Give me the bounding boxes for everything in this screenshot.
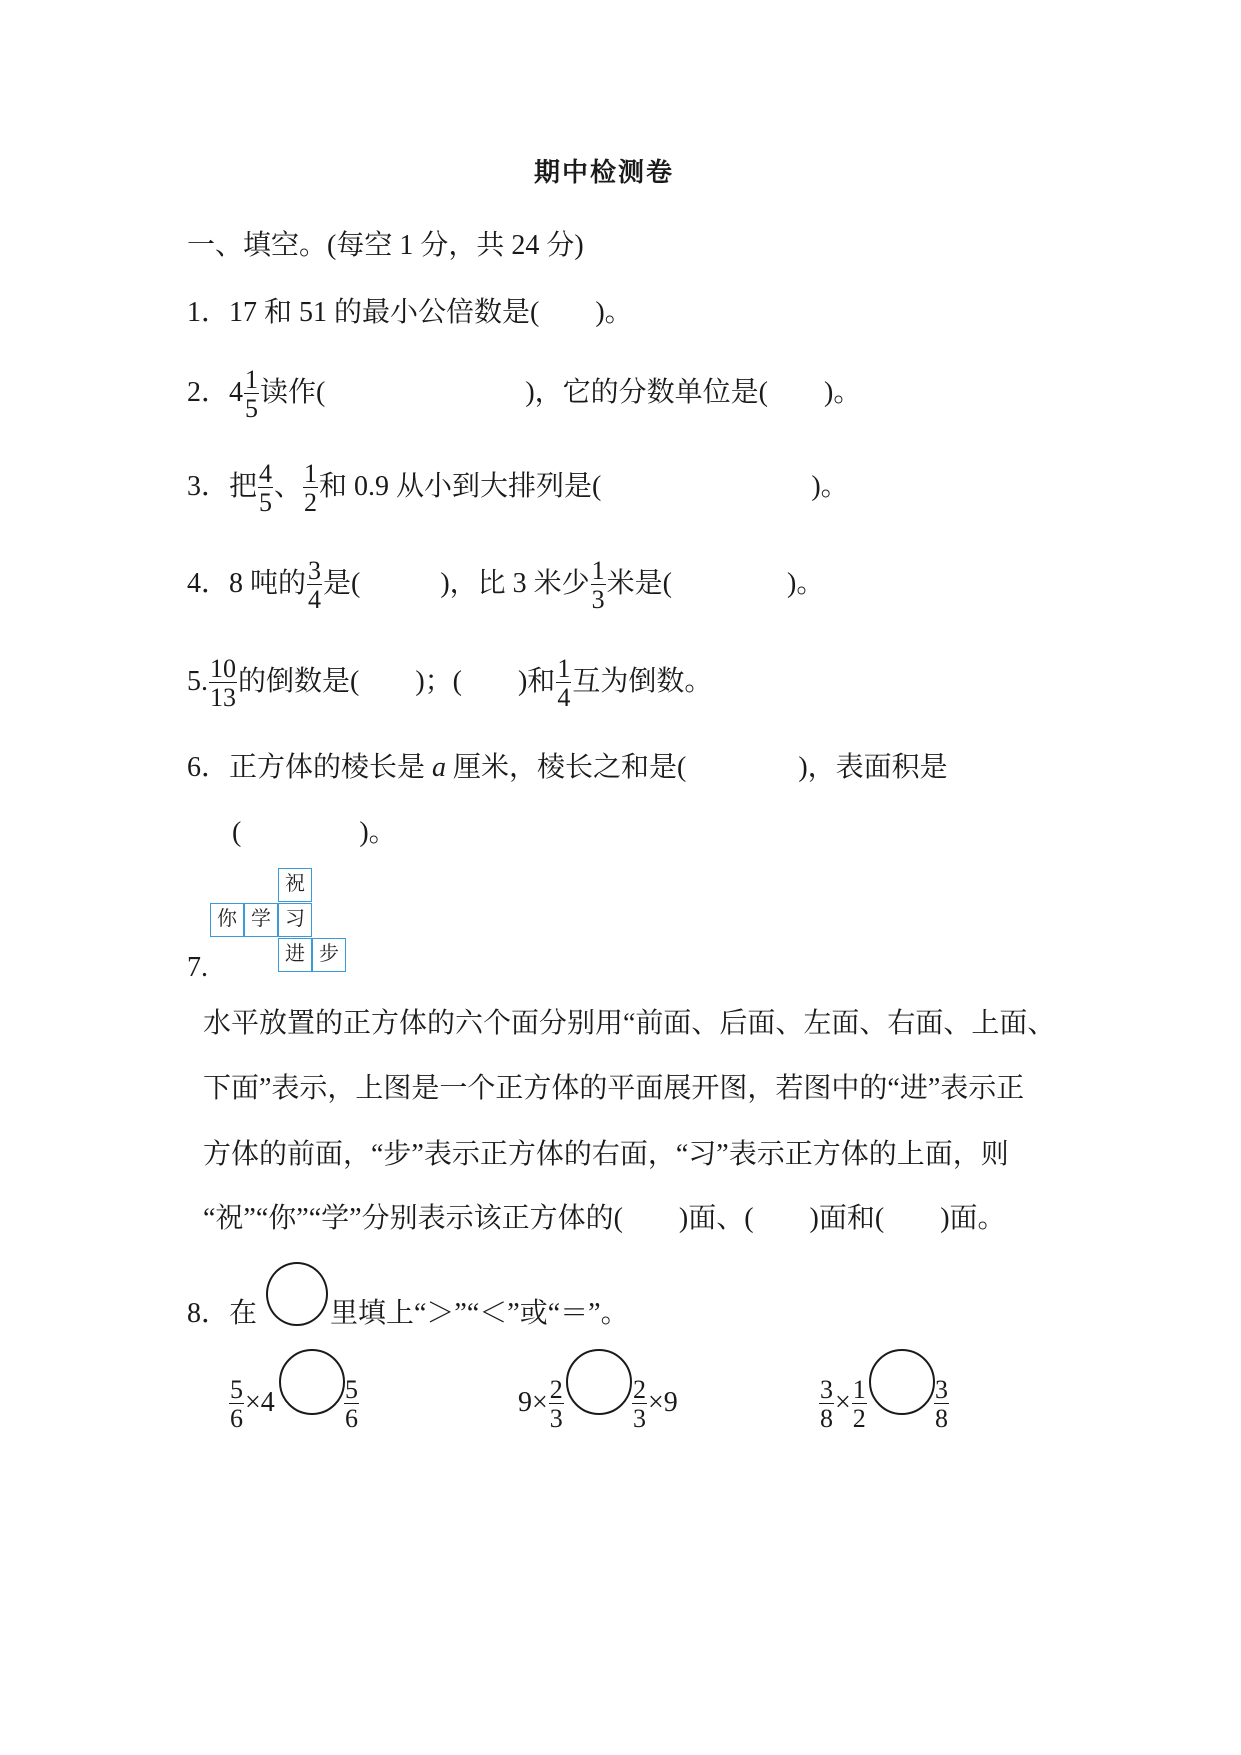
e2-prefix: 9× [518,1386,548,1418]
q4-f1-num: 3 [308,556,322,585]
q3-separator: 、 [274,470,303,502]
e1-left-num: 5 [230,1375,243,1404]
e2-left-den: 3 [549,1404,563,1433]
q3-fraction-2 [303,460,318,517]
q3-f1-den: 5 [259,488,273,517]
question-1: 1．17 和 51 的最小公倍数是( )。 [187,297,633,328]
q6-text-e: )。 [359,817,397,848]
q2-text-b: )，它的分数单位是( )。 [525,376,862,408]
q3-number: 3．把 [187,470,258,502]
e3-left-fraction-2 [852,1376,867,1433]
q4-text-d: )。 [787,567,825,599]
q8-example-circle [266,1262,328,1326]
e3-l1-num: 3 [820,1375,833,1404]
net-cell-xue: 学 [244,903,278,937]
q2-number: 2． [187,376,230,408]
q8-expression-3-left [818,1376,868,1433]
e3-left-fraction-1 [819,1376,834,1433]
q3-f2-den: 2 [304,488,318,517]
q4-fraction-2 [591,557,606,614]
q7-text-line-1: 水平放置的正方体的六个面分别用“前面、后面、左面、右面、上面、 [203,1008,1056,1039]
question-7-number: 7. [187,952,208,983]
q5-f2-num: 1 [557,654,571,683]
q3-f1-num: 4 [259,459,273,488]
q5-number: 5. [187,665,208,697]
question-3 [187,460,849,517]
q6-text-b: 厘米，棱长之和是( [446,752,687,783]
q7-text-line-3: 方体的前面，“步”表示正方体的右面，“习”表示正方体的上面，则 [203,1139,1009,1170]
question-6-line-1 [187,750,948,786]
q5-f2-den: 4 [557,683,571,712]
e2-postfix: ×9 [648,1386,678,1418]
q4-fraction-1 [307,557,322,614]
q4-text-b: )，比 3 米少 [440,567,590,599]
q8-expression-1-left [228,1376,275,1433]
q5-f1-num: 10 [210,654,236,683]
question-4 [187,557,824,614]
q8-compare-circle-3[interactable] [869,1349,935,1415]
cube-net-diagram [210,868,350,978]
e2-right-fraction [632,1376,647,1433]
q8-compare-circle-1[interactable] [279,1349,345,1415]
q5-text-a: 的倒数是( )；( )和 [238,665,556,697]
net-cell-jin: 进 [278,938,312,972]
q3-f2-num: 1 [304,459,318,488]
q4-number: 4．8 吨的 [187,567,307,599]
q2-whole: 4 [229,376,244,408]
q8-text-a: 8．在 [187,1298,258,1329]
q3-text-a: 和 0.9 从小到大排列是( [319,470,602,502]
e1-left-fraction [229,1376,244,1433]
e3-operator: × [835,1386,851,1418]
q3-text-b: )。 [811,470,849,502]
q2-frac-num: 1 [245,365,259,394]
q2-fraction [244,366,259,423]
q8-expression-2-right [631,1376,678,1433]
e3-right-fraction [934,1376,949,1433]
q5-fraction-2 [556,655,571,712]
net-cell-bu: 步 [312,938,346,972]
q6-text-a: 6．正方体的棱长是 [187,752,433,783]
page-title: 期中检测卷 [534,158,675,187]
e3-right-num: 3 [935,1375,948,1404]
q4-text-c: 米是( [606,567,672,599]
e1-right-den: 6 [345,1404,358,1433]
e1-operator: ×4 [245,1386,275,1418]
q6-text-d: ( [232,817,242,848]
e3-l2-num: 1 [852,1375,866,1404]
e1-right-fraction [344,1376,359,1433]
e1-right-num: 5 [345,1375,358,1404]
q6-text-c: )，表面积是 [798,752,948,783]
q7-text-line-4: “祝”“你”“学”分别表示该正方体的( )面、( )面和( )面。 [203,1203,1006,1234]
question-6-line-2 [232,815,397,851]
q5-f1-den: 13 [210,683,236,712]
e2-left-num: 2 [549,1375,563,1404]
net-cell-zhu: 祝 [278,868,312,902]
e3-l2-den: 2 [852,1404,866,1433]
q7-text-line-2: 下面”表示，上图是一个正方体的平面展开图，若图中的“进”表示正 [203,1073,1025,1104]
q8-expression-3-right [933,1376,950,1433]
e2-left-fraction [549,1376,564,1433]
e2-right-den: 3 [633,1404,646,1433]
q2-text-a: 读作( [260,376,326,408]
q3-fraction-1 [258,460,273,517]
net-cell-xi: 习 [278,903,312,937]
section-heading: 一、填空。(每空 1 分，共 24 分) [187,230,584,261]
e3-l1-den: 8 [820,1404,833,1433]
q4-text-a: 是( [323,567,361,599]
q6-variable: a [432,752,447,783]
net-cell-ni: 你 [210,903,244,937]
q5-fraction-1 [209,655,237,712]
q5-text-b: 互为倒数。 [572,665,713,697]
q4-f2-den: 3 [591,585,605,614]
e1-left-den: 6 [230,1404,243,1433]
q2-frac-den: 5 [245,394,259,423]
e3-right-den: 8 [935,1404,948,1433]
q4-f1-den: 4 [308,585,322,614]
question-2 [187,366,861,423]
e2-right-num: 2 [633,1375,646,1404]
q8-compare-circle-2[interactable] [566,1349,632,1415]
q8-text-b: 里填上“＞”“＜”或“＝”。 [330,1298,629,1329]
q8-expression-2-left [518,1376,565,1433]
q4-f2-num: 1 [591,556,605,585]
question-5 [187,655,712,712]
q8-expression-1-right [343,1376,360,1433]
